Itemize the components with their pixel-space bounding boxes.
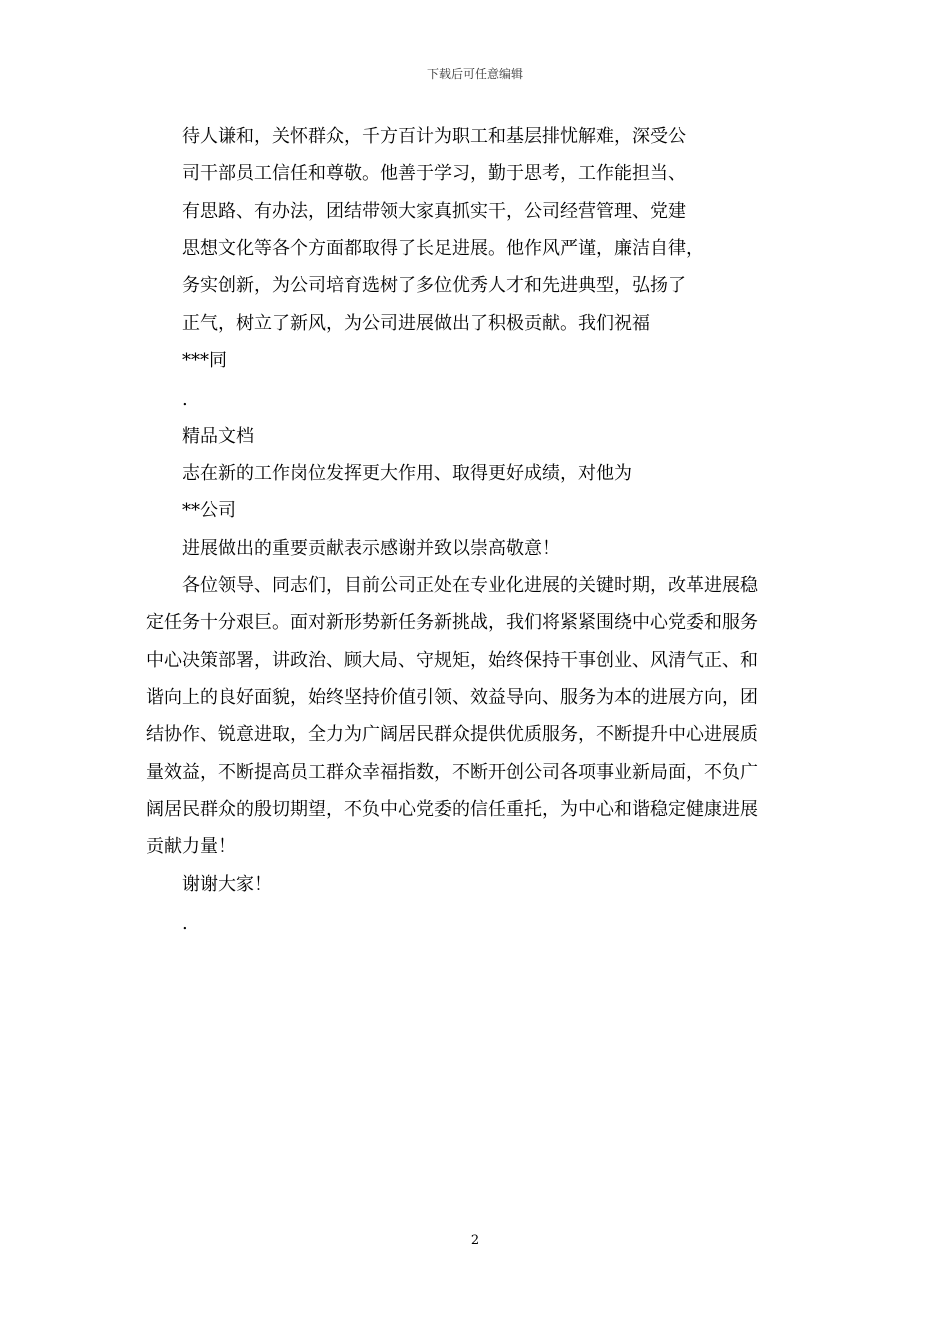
- text-line: 志在新的工作岗位发挥更大作用、取得更好成绩，对他为: [182, 463, 632, 484]
- text-line: 正气，树立了新风，为公司进展做出了积极贡献。我们祝福: [182, 313, 650, 334]
- page-number: 2: [470, 1233, 480, 1248]
- paragraph-line: 结协作、锐意进取，全力为广阔居民群众提供优质服务，不断提升中心进展质: [146, 724, 758, 745]
- text-line: 司干部员工信任和尊敬。他善于学习，勤于思考，工作能担当、: [182, 163, 686, 184]
- text-line: 进展做出的重要贡献表示感谢并致以崇高敬意！: [182, 538, 560, 559]
- text-line: ***同: [182, 350, 227, 371]
- separator-dot: .: [182, 389, 188, 410]
- watermark-text: 精品文档: [182, 426, 254, 447]
- paragraph-line: 贡献力量！: [146, 836, 236, 857]
- paragraph-line: 谐向上的良好面貌，始终坚持价值引领、效益导向、服务为本的进展方向，团: [146, 687, 758, 708]
- paragraph-line: 定任务十分艰巨。面对新形势新任务新挑战，我们将紧紧围绕中心党委和服务: [146, 612, 758, 633]
- text-line: 务实创新，为公司培育选树了多位优秀人才和先进典型，弘扬了: [182, 275, 686, 296]
- page-header: 下载后可任意编辑: [426, 67, 523, 81]
- paragraph-line: 中心决策部署，讲政治、顾大局、守规矩，始终保持干事创业、风清气正、和: [146, 650, 758, 671]
- closing-thanks: 谢谢大家！: [182, 874, 272, 895]
- text-line: 待人谦和，关怀群众，千方百计为职工和基层排忧解难，深受公: [182, 126, 686, 147]
- text-line: **公司: [182, 500, 236, 521]
- separator-dot: .: [182, 913, 188, 934]
- paragraph-line: 阔居民群众的殷切期望，不负中心党委的信任重托，为中心和谐稳定健康进展: [146, 799, 758, 820]
- text-line: 有思路、有办法，团结带领大家真抓实干，公司经营管理、党建: [182, 201, 686, 222]
- paragraph-line: 量效益，不断提高员工群众幸福指数，不断开创公司各项事业新局面，不负广: [146, 762, 758, 783]
- text-line: 思想文化等各个方面都取得了长足进展。他作风严谨，廉洁自律，: [182, 238, 704, 259]
- paragraph-line: 各位领导、同志们，目前公司正处在专业化进展的关键时期，改革进展稳: [182, 575, 758, 596]
